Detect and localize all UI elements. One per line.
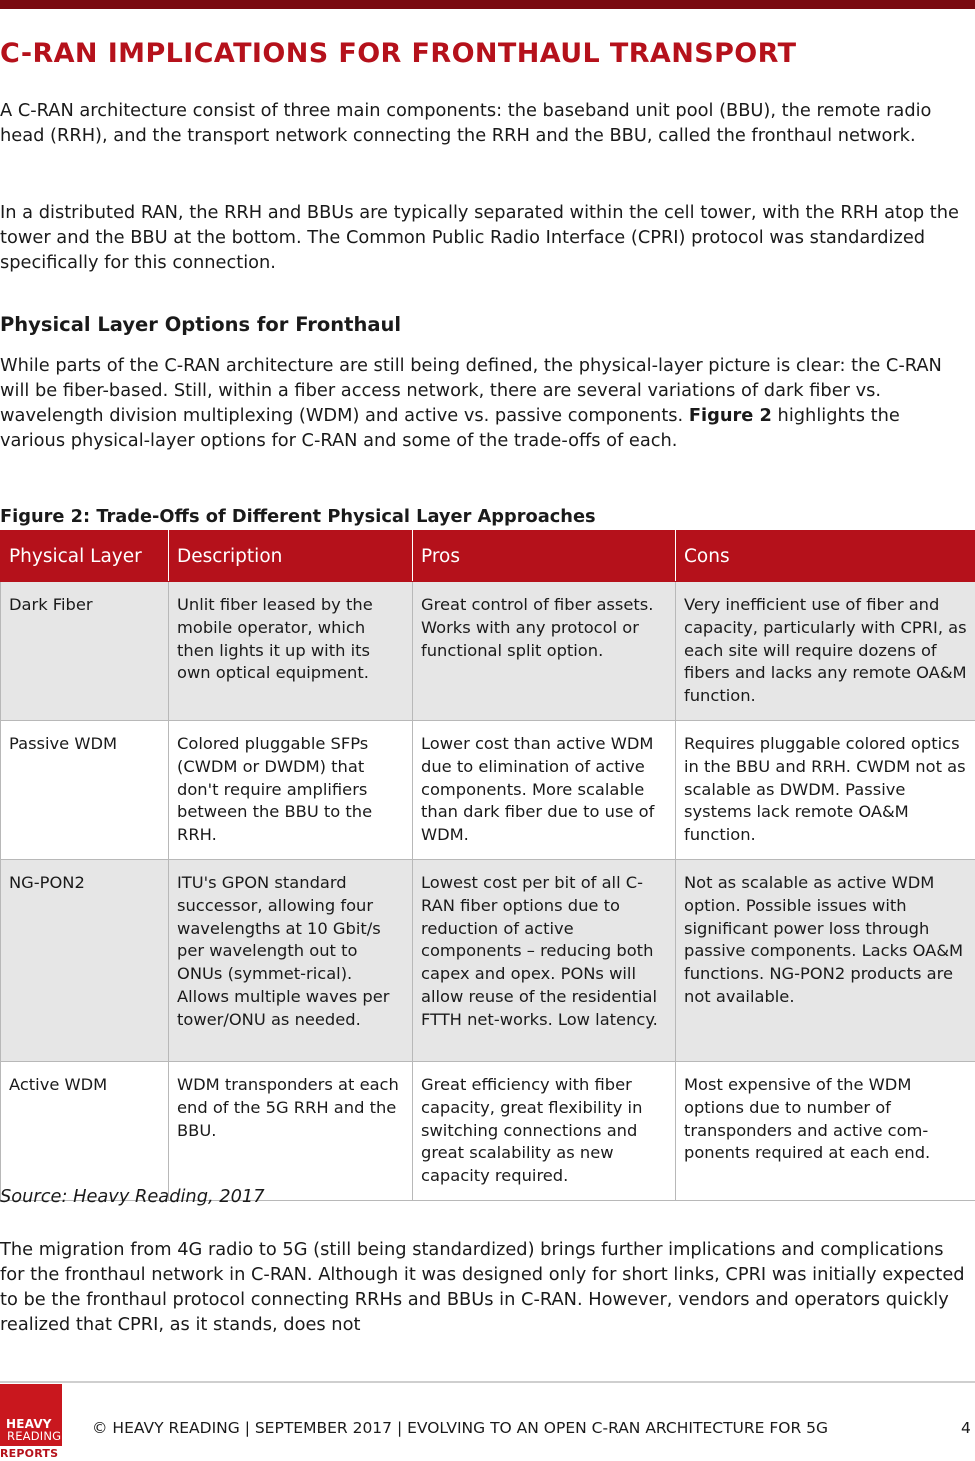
heavy-reading-logo [0,1384,65,1461]
cell-pros: Great efficiency with fiber capacity, great flexibility in switching connections and great scalability as new capacity required. [413,1061,676,1200]
intro-paragraph-1: A C-RAN architecture consist of three main components: the baseband unit pool (BBU), the remote radio head (RRH), and the transport network connecting the RRH and the BBU, called the fronthaul network. [0,100,932,146]
section-paragraph-text-end: highlights the various physical-layer options for C-RAN and some of the trade-offs of each. [0,405,900,451]
header-pros: Pros [413,531,676,582]
table-row [1,720,975,859]
figure-source: Source: Heavy Reading, 2017 [0,1186,265,1207]
header-physical-layer: Physical Layer [1,531,169,582]
cell-layer: Dark Fiber [1,582,169,721]
cell-pros: Lowest cost per bit of all C-RAN fiber options due to reduction of active components – reducing both capex and opex. PONs will allow reuse of the residential FTTH net-works. Low latency. [413,859,676,1061]
cell-cons: Very inefficient use of fiber and capacity, particularly with CPRI, as each site will require dozens of fibers and lacks any remote OA&M function. [676,582,975,721]
tradeoffs-table [0,530,975,1201]
table-row [1,859,975,1061]
cell-cons: Not as scalable as active WDM option. Possible issues with significant power loss through passive components. Lacks OA&M functions. NG-PON2 products are not available. [676,859,975,1061]
cell-description: ITU's GPON standard successor, allowing four wavelengths at 10 Gbit/s per wavelength out to ONUs (symmet-rical). Allows multiple waves per tower/ONU as needed. [169,859,413,1061]
closing-paragraph: The migration from 4G radio to 5G (still being standardized) brings further implications and complications for the fronthaul network in C-RAN. Although it was designed only for short links, CPRI was initially expected to be the fronthaul protocol connecting RRHs and BBUs in C-RAN. However, vendors and operators quickly realized that CPRI, as it stands, does not [0,1239,965,1335]
cell-description: WDM transponders at each end of the 5G RRH and the BBU. [169,1061,413,1200]
footer-divider [0,1381,975,1383]
header-cons: Cons [676,531,975,582]
cell-description: Colored pluggable SFPs (CWDM or DWDM) that don't require amplifiers between the BBU to the RRH. [169,720,413,859]
page-title: C-RAN IMPLICATIONS FOR FRONTHAUL TRANSPORT [0,38,797,69]
logo-text-heavy: HEAVY [6,1417,52,1431]
section-paragraph [0,353,962,453]
header-description: Description [169,531,413,582]
top-bar [0,0,975,9]
figure-reference: Figure 2 [688,405,772,426]
page-number: 4 [961,1419,971,1437]
table-header-row [1,531,975,582]
cell-pros: Lower cost than active WDM due to elimination of active components. More scalable than dark fiber due to use of WDM. [413,720,676,859]
cell-layer: Active WDM [1,1061,169,1200]
table-row [1,582,975,721]
logo-text-reports: REPORTS [0,1447,59,1460]
intro-paragraph-2: In a distributed RAN, the RRH and BBUs are typically separated within the cell tower, with the RRH atop the tower and the BBU at the bottom. The Common Public Radio Interface (CPRI) protocol was standardized specifically for this connection. [0,202,959,273]
figure-caption: Figure 2: Trade-Offs of Different Physical Layer Approaches [0,506,596,527]
cell-layer: NG-PON2 [1,859,169,1061]
footer-text: © HEAVY READING | SEPTEMBER 2017 | EVOLVING TO AN OPEN C-RAN ARCHITECTURE FOR 5G [92,1419,829,1437]
cell-description: Unlit fiber leased by the mobile operator, which then lights it up with its own optical equipment. [169,582,413,721]
cell-pros: Great control of fiber assets. Works with any protocol or functional split option. [413,582,676,721]
cell-cons: Requires pluggable colored optics in the BBU and RRH. CWDM not as scalable as DWDM. Passive systems lack remote OA&M function. [676,720,975,859]
cell-layer: Passive WDM [1,720,169,859]
section-paragraph-text: While parts of the C-RAN architecture are still being defined, the physical-layer picture is clear: the C-RAN will be fiber-based. Still, within a fiber access network, there are several variations of dark fiber vs. wavelength division multiplexing (WDM) and active vs. passive components. [0,355,942,426]
table-row [1,1061,975,1200]
section-heading: Physical Layer Options for Fronthaul [0,313,402,336]
cell-cons: Most expensive of the WDM options due to number of transponders and active com-ponents required at each end. [676,1061,975,1200]
logo-text-reading: READING [7,1429,62,1443]
